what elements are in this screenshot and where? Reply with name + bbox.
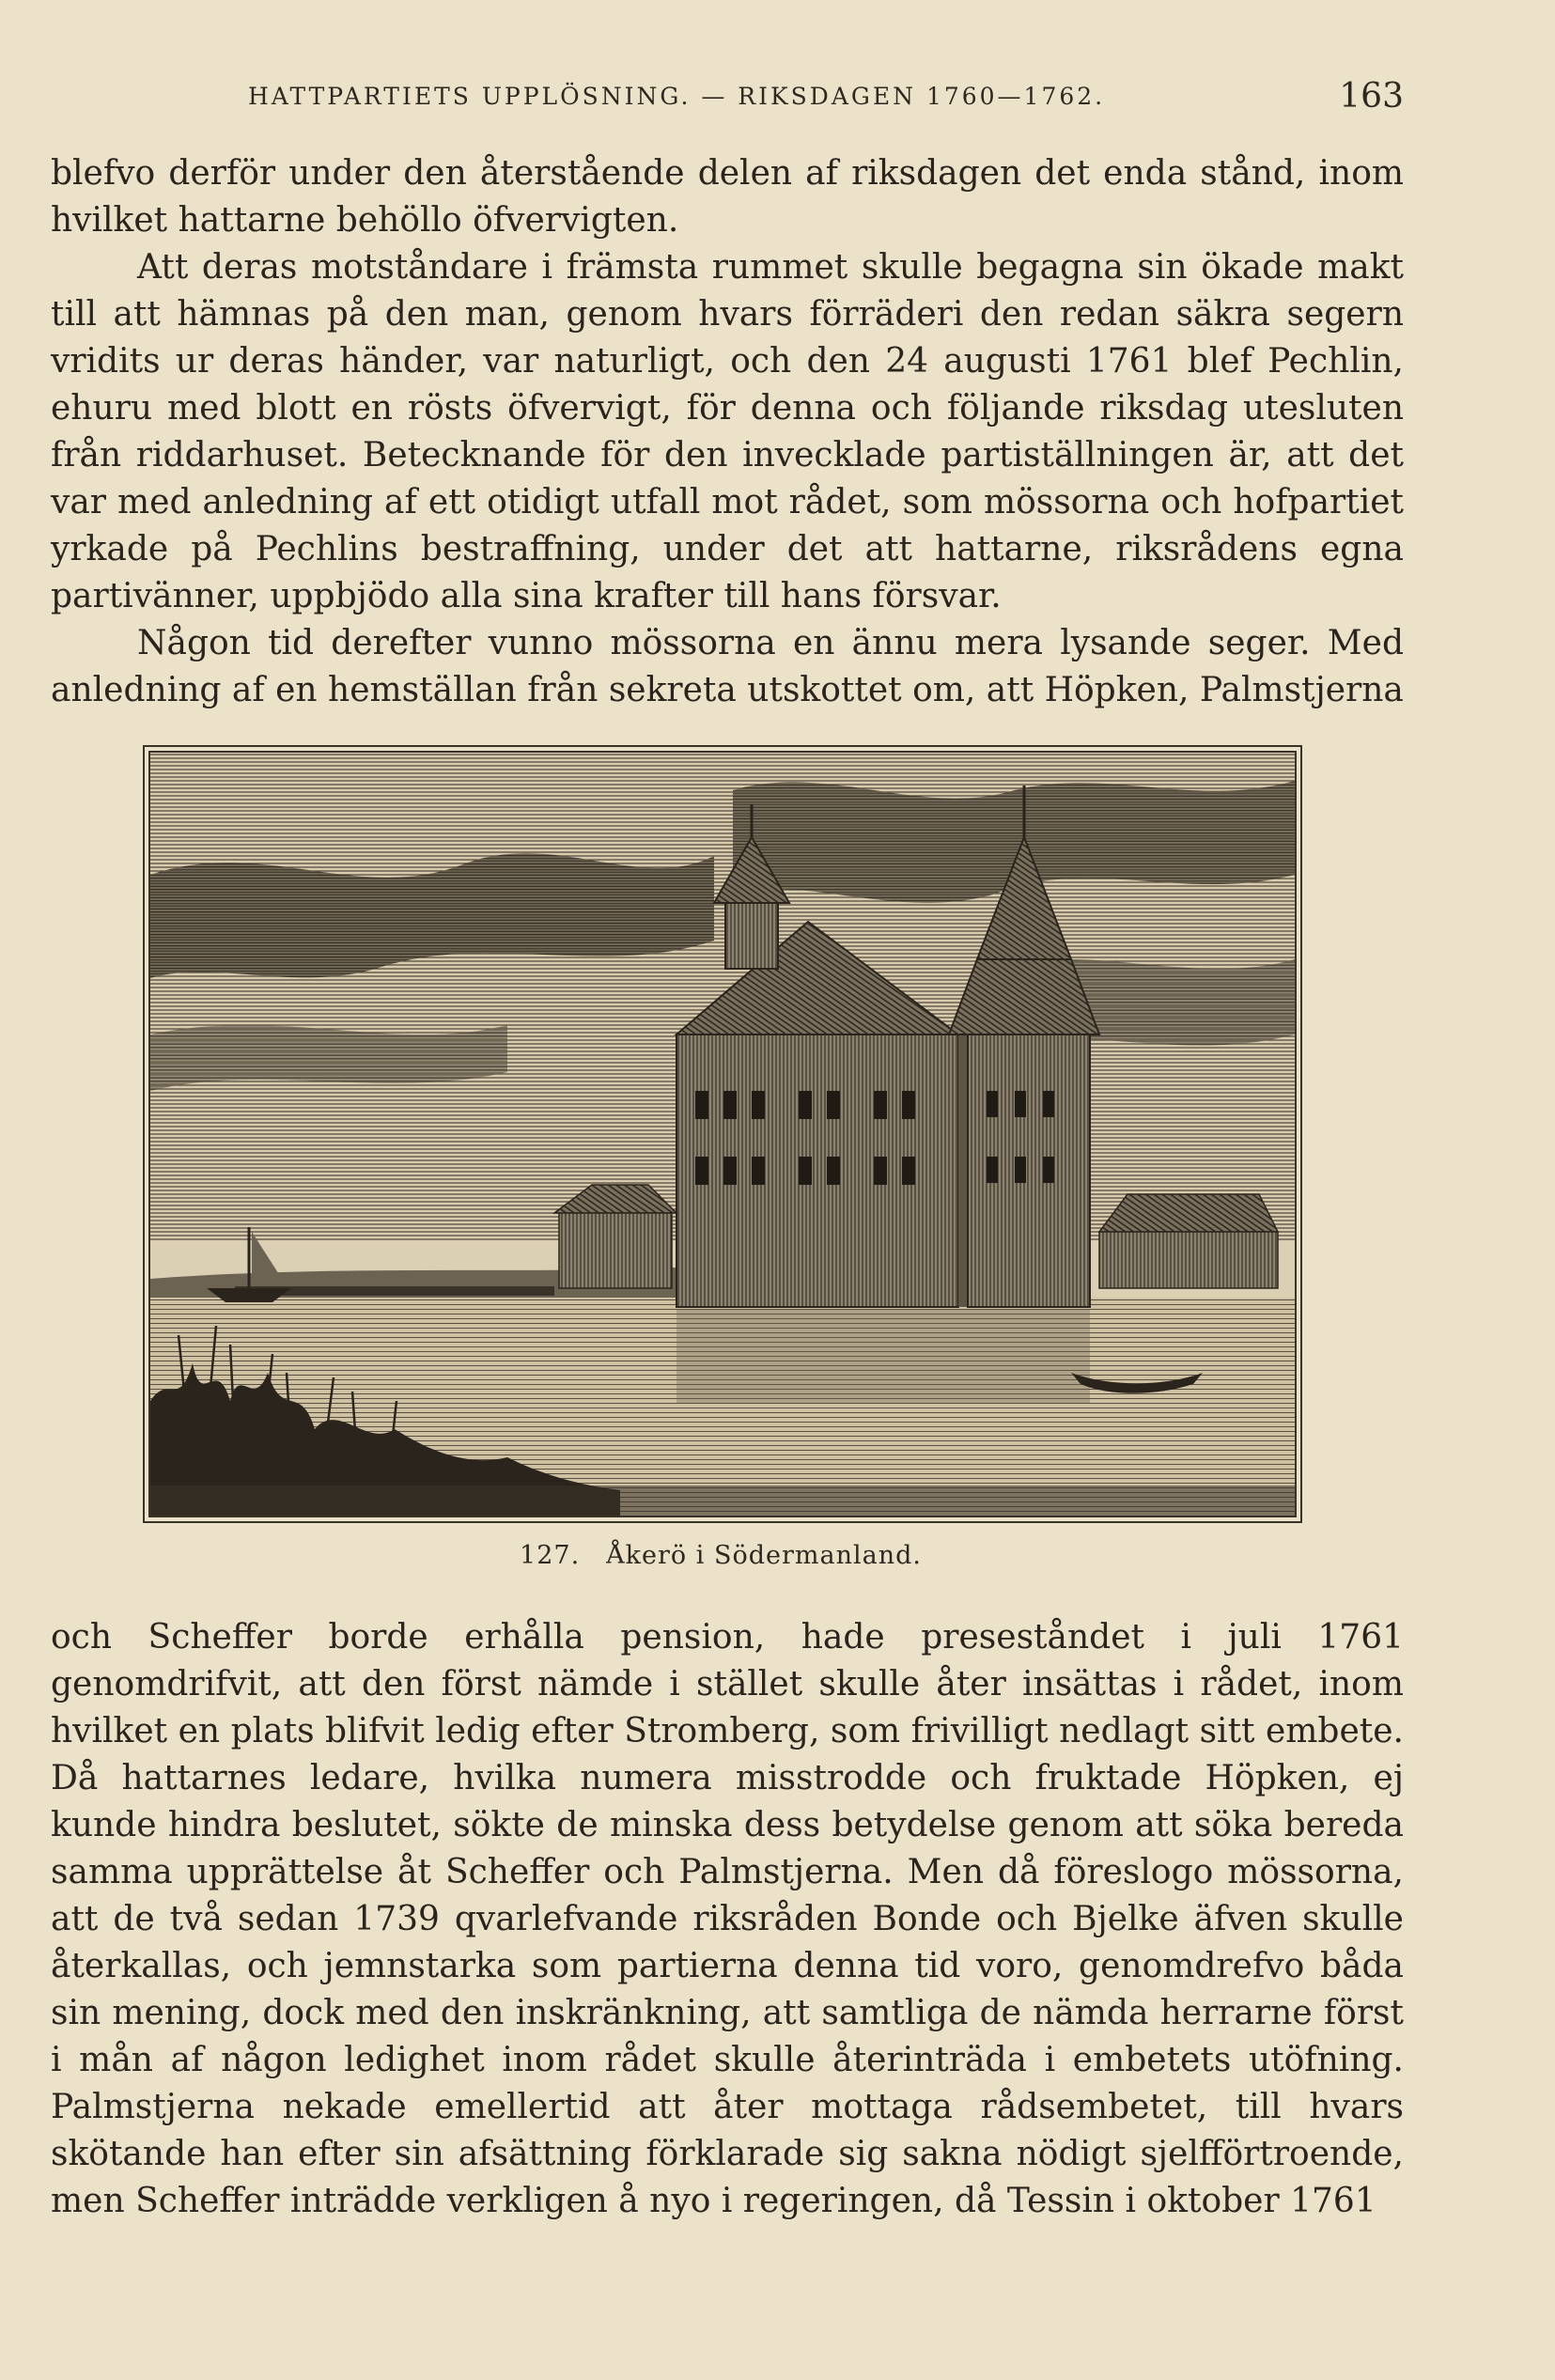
running-head-title: HATTPARTIETS UPPLÖSNING. — RIKSDAGEN 1760—1762.: [248, 83, 1106, 110]
text-block-top: [51, 150, 1404, 714]
engraving-illustration: [150, 753, 1295, 1516]
figure-number: 127.: [520, 1541, 581, 1570]
paragraph: blefvo derför under den återstående delen af riksdagen det enda stånd, inom hvilket hattarne behöllo öfvervigten.: [51, 154, 1404, 240]
paragraph: Att deras motståndare i främsta rummet skulle begagna sin ökade makt till att hämnas på den man, genom hvars förräderi den redan säkra segern vridits ur deras händer, var naturligt, och den 24 augusti 1761 blef Pechlin, ehuru med blott en rösts öfvervigt, för denna och följande riksdag utesluten från riddarhuset. Betecknande för den invecklade partiställningen är, att det var med anledning af ett otidigt utfall mot rådet, som mössorna och hofpartiet yrkade på Pechlins bestraffning, under det att hattarne, riksrådens egna partivänner, uppbjödo alla sina krafter till hans försvar.: [51, 248, 1404, 615]
figure-caption: [148, 1541, 1293, 1570]
text-block-bottom: [51, 1614, 1404, 2225]
figure-caption-text: Åkerö i Södermanland.: [606, 1541, 922, 1570]
running-head: [51, 77, 1404, 124]
paragraph: Någon tid derefter vunno mössorna en ännu mera lysande seger. Med anledning af en hemställan från sekreta utskottet om, att Höpken, Palmstjerna: [51, 624, 1404, 709]
castle-engraving: [148, 751, 1297, 1517]
paragraph: och Scheffer borde erhålla pension, hade preseståndet i juli 1761 genomdrifvit, att den först nämde i stället skulle åter insättas i rådet, inom hvilket en plats blifvit ledig efter Stromberg, som frivilligt nedlagt sitt embete. Då hattarnes ledare, hvilka numera misstrodde och fruktade Höpken, ej kunde hindra beslutet, sökte de minska dess betydelse genom att söka bereda samma upprättelse åt Scheffer och Palmstjerna. Men då föreslogo mössorna, att de två sedan 1739 qvarlefvande riksråden Bonde och Bjelke äfven skulle återkallas, och jemnstarka som partierna denna tid voro, genomdrefvo båda sin mening, dock med den inskränkning, att samtliga de nämda herrarne först i mån af någon ledighet inom rådet skulle återinträda i embetets utöfning. Palmstjerna nekade emellertid att åter mottaga rådsembetet, till hvars skötande han efter sin afsättning förklarade sig sakna nödigt sjelfförtroende, men Scheffer inträdde verkligen å nyo i regeringen, då Tessin i oktober 1761: [51, 1618, 1404, 2220]
page-number: 163: [1339, 77, 1404, 116]
